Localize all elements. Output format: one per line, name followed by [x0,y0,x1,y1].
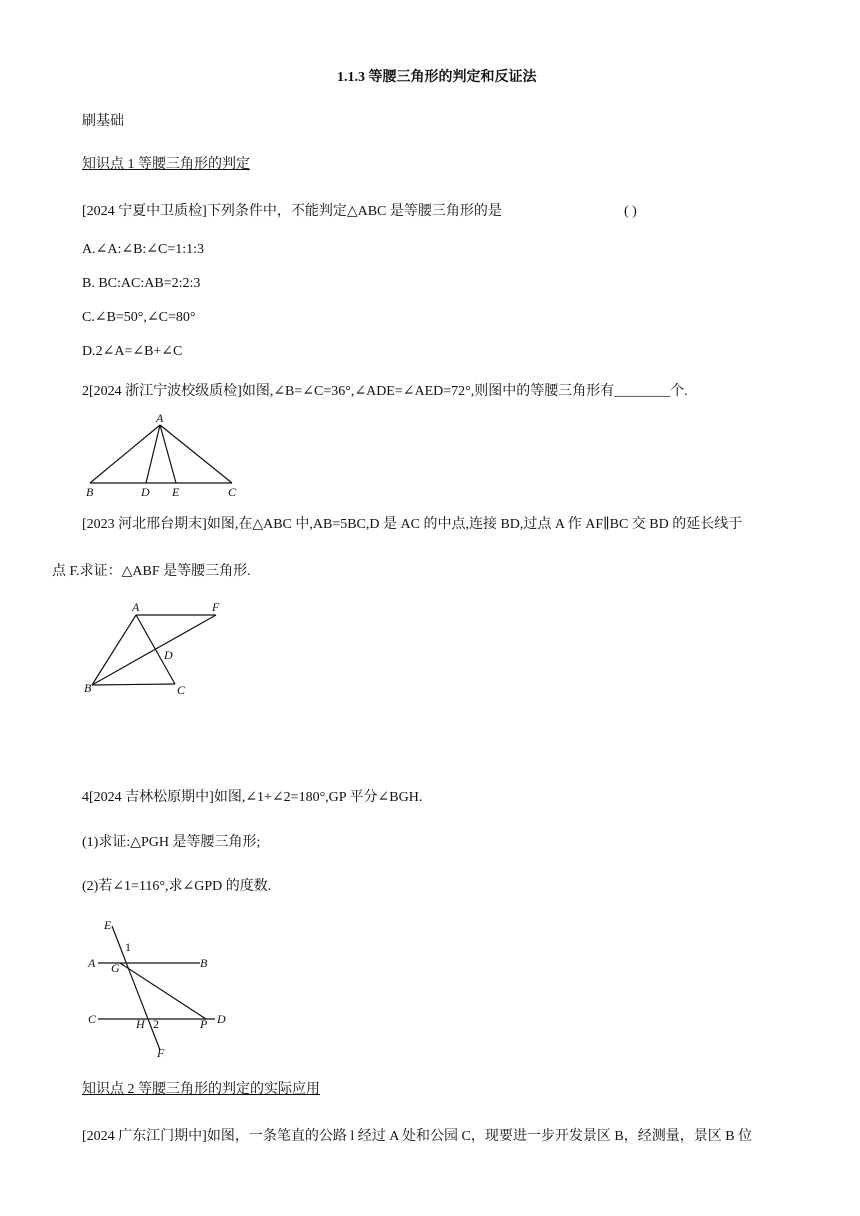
segment-ae [160,425,176,483]
segment-gp [120,963,206,1019]
q1-stem: [2024 宁夏中卫质检]下列条件中，不能判定△ABC 是等腰三角形的是 [82,204,502,219]
label-b: B [200,956,208,970]
label-c: C [228,485,237,499]
label-a: A [88,956,96,970]
q3-stem-line1: [2023 河北邢台期末]如图,在△ABC 中,AB=5BC,D 是 AC 的中点,连接 BD,过点 A 作 AF∥BC 交 BD 的延长线于 [82,517,743,532]
segment-ab [92,615,136,685]
label-e: E [104,918,112,932]
q4-part-1: (1)求证:△PGH 是等腰三角形; [82,835,261,850]
q1-option-b: B. BC:AC:AB=2:2:3 [82,276,201,291]
q5-stem: [2024 广东江门期中]如图，一条笔直的公路 l 经过 A 处和公园 C，现要进一步开发景区 B，经测量，景区 B 位 [82,1129,753,1144]
q1-option-c: C.∠B=50°,∠C=80° [82,310,196,325]
label-p: P [200,1017,208,1031]
q3-triangle-figure [80,596,240,706]
label-g: G [111,961,120,975]
label-b: B [86,485,94,499]
segment-bc [92,684,175,685]
segment-ba [90,425,160,483]
q1-option-a: A.∠A:∠B:∠C=1:1:3 [82,242,205,257]
q1-option-d: D.2∠A=∠B+∠C [82,344,183,359]
label-d: D [141,485,150,499]
label-a: A [156,412,164,425]
q2-triangle-figure [80,412,250,502]
label-angle-2: 2 [153,1017,159,1031]
label-angle-1: 1 [125,940,131,954]
label-f: F [212,600,220,614]
label-d: D [164,648,173,662]
label-b: B [84,681,92,695]
segment-ac [160,425,232,483]
line-ef [112,926,160,1050]
segment-bf [92,615,216,685]
label-f: F [157,1046,165,1060]
label-c: C [88,1012,97,1026]
q1-answer-paren: ( ) [624,204,637,219]
q4-part-2: (2)若∠1=116°,求∠GPD 的度数. [82,879,272,894]
q3-stem-line2: 点 F.求证：△ABF 是等腰三角形. [52,564,251,579]
label-d: D [217,1012,226,1026]
section-label: 刷基础 [82,114,124,129]
label-a: A [132,600,140,614]
knowledge-point-1-heading: 知识点 1 等腰三角形的判定 [82,157,250,172]
knowledge-point-2-heading: 知识点 2 等腰三角形的判定的实际应用 [82,1082,320,1097]
q2-stem: 2[2024 浙江宁波校级质检]如图,∠B=∠C=36°,∠ADE=∠AED=72°,则图中的等腰三角形有________个. [82,384,688,399]
label-c: C [177,683,186,697]
page-title: 1.1.3 等腰三角形的判定和反证法 [337,70,537,85]
label-h: H [136,1017,145,1031]
label-e: E [172,485,180,499]
q4-stem: 4[2024 吉林松原期中]如图,∠1+∠2=180°,GP 平分∠BGH. [82,790,423,805]
q4-parallel-lines-figure [80,916,240,1060]
segment-ad [146,425,160,483]
